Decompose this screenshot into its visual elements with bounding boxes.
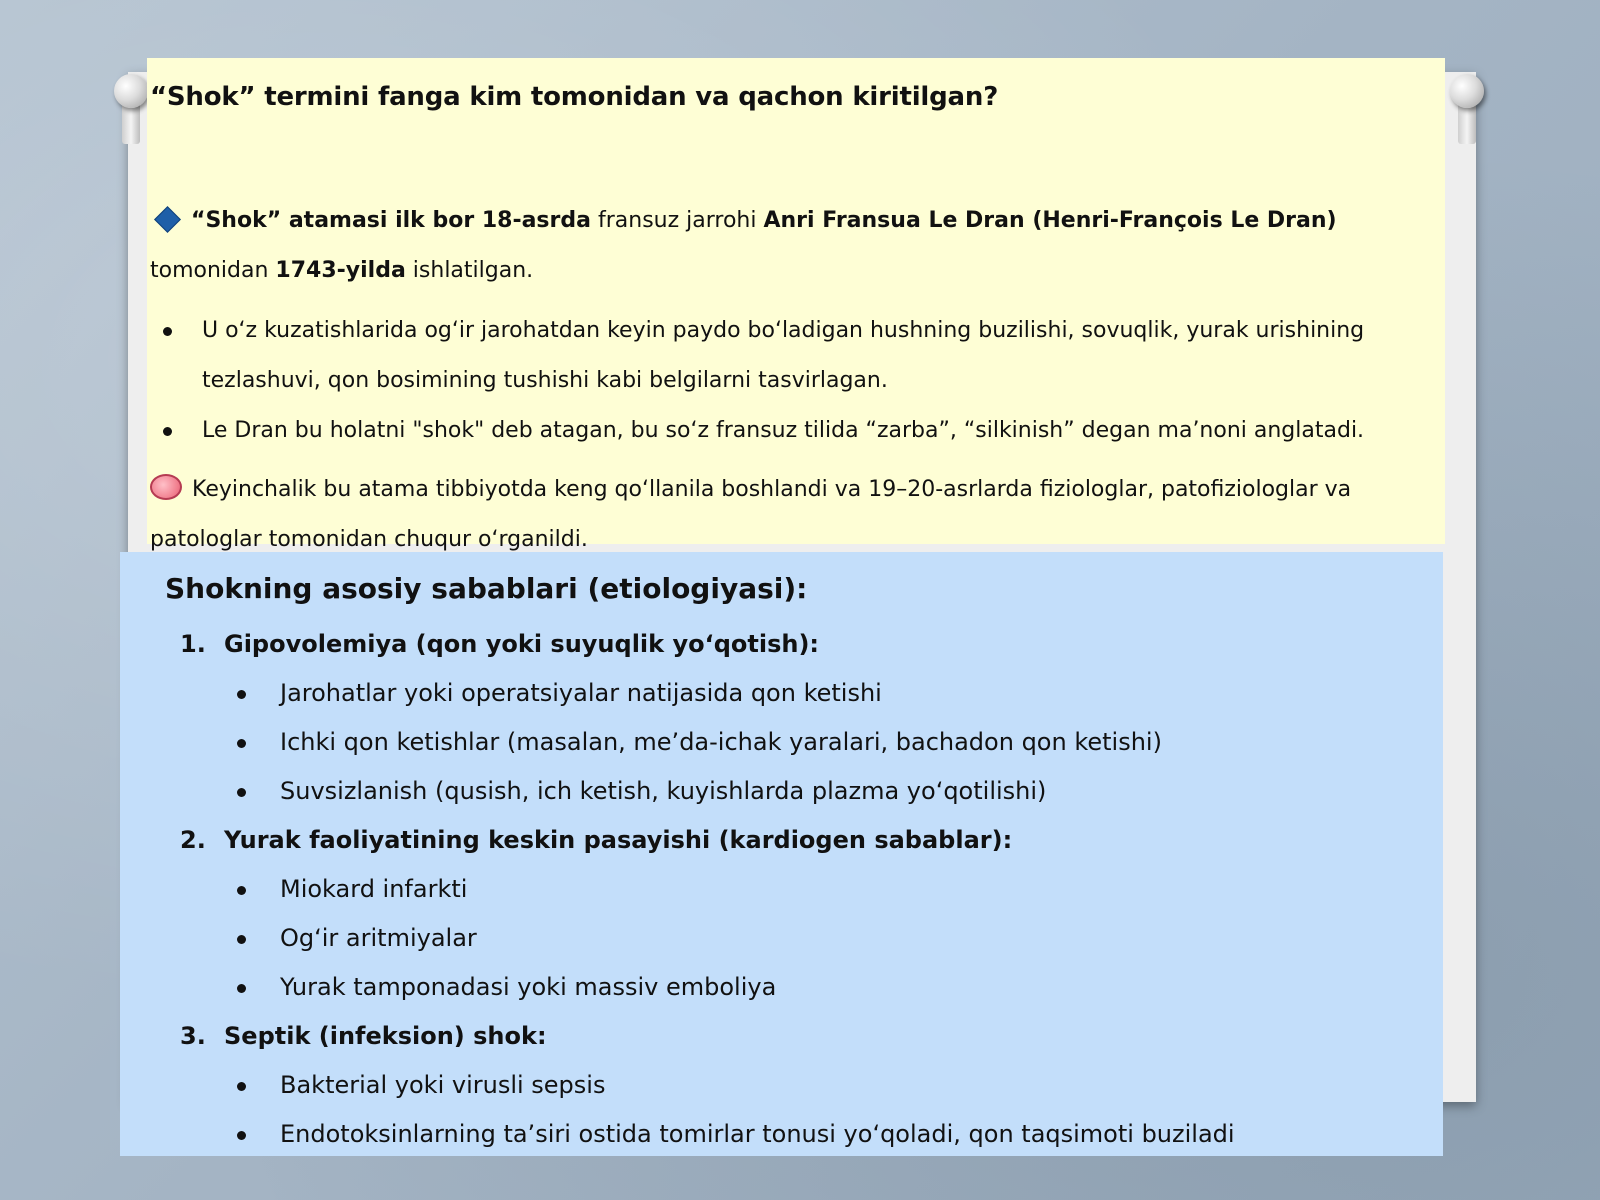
list-item (180, 669, 1420, 718)
list-item (147, 406, 1437, 456)
cause-detail: Jarohatlar yoki operatsiyalar natijasida qon ketishi (280, 679, 882, 707)
cause-title: Yurak faoliyatining keskin pasayishi (kardiogen sabablar): (224, 826, 1013, 854)
blue-diamond-icon (154, 206, 181, 233)
list-item (180, 865, 1420, 914)
brain-icon (150, 474, 182, 500)
list-item (180, 914, 1420, 963)
cause-detail: Ichki qon ketishlar (masalan, me’da-ichak yaralari, bachadon qon ketishi) (280, 728, 1162, 756)
cause-item (180, 1012, 1420, 1159)
cause-title: Septik (infeksion) shok: (224, 1022, 547, 1050)
question-title: “Shok” termini fanga kim tomonidan va qachon kiritilgan? (150, 82, 999, 112)
list-item (180, 767, 1420, 816)
history-bullets (147, 306, 1437, 456)
list-item (180, 1110, 1420, 1159)
intro-bold-name: Anri Fransua Le Dran (Henri-François Le Dran) (763, 208, 1337, 233)
cause-detail: Suvsizlanish (qusish, ich ketish, kuyishlarda plazma yo‘qotilishi) (280, 777, 1047, 805)
cause-number: 3. (180, 1022, 206, 1050)
cause-number: 2. (180, 826, 206, 854)
cause-title-row (180, 620, 1420, 669)
list-item (180, 718, 1420, 767)
bullet-dot-icon (237, 984, 246, 993)
intro-bold-1: “Shok” atamasi ilk bor 18-asrda (191, 208, 591, 233)
intro-text-4: tomonidan (150, 258, 276, 283)
bullet-text: Le Dran bu holatni "shok" deb atagan, bu so‘z fransuz tilida “zarba”, “silkinish” degan ma’noni anglatadi. (202, 418, 1365, 443)
cause-title-row (180, 1012, 1420, 1061)
outro-text: Keyinchalik bu atama tibbiyotda keng qo‘llanila boshlandi va 19–20-asrlarda fiziologlar, patofiziologlar va patologlar tomonidan chuqur o‘rganildi. (150, 477, 1352, 552)
intro-paragraph (150, 196, 1435, 296)
cause-detail: Og‘ir aritmiyalar (280, 924, 477, 952)
pushpin-icon (1450, 74, 1484, 108)
cause-number: 1. (180, 630, 206, 658)
outro-paragraph (150, 465, 1435, 565)
causes-list (180, 620, 1420, 1159)
cause-detail: Miokard infarkti (280, 875, 468, 903)
bullet-dot-icon (237, 935, 246, 944)
cause-item (180, 620, 1420, 816)
list-item (180, 963, 1420, 1012)
bullet-dot-icon (237, 739, 246, 748)
cause-detail: Yurak tamponadasi yoki massiv emboliya (280, 973, 777, 1001)
bullet-dot-icon (237, 1082, 246, 1091)
intro-bold-year: 1743-yilda (275, 258, 406, 283)
intro-text-2: fransuz jarrohi (590, 208, 764, 233)
list-item (147, 306, 1437, 406)
bullet-dot-icon (237, 690, 246, 699)
pushpin-icon (114, 74, 148, 108)
cause-item (180, 816, 1420, 1012)
cause-detail: Endotoksinlarning ta’siri ostida tomirlar tonusi yo‘qoladi, qon taqsimoti buziladi (280, 1120, 1235, 1148)
cause-title-row (180, 816, 1420, 865)
cause-title: Gipovolemiya (qon yoki suyuqlik yo‘qotish): (224, 630, 820, 658)
bullet-dot-icon (237, 886, 246, 895)
intro-text-6: ishlatilgan. (405, 258, 534, 283)
cause-detail: Bakterial yoki virusli sepsis (280, 1071, 606, 1099)
history-panel (147, 58, 1445, 552)
causes-heading: Shokning asosiy sabablari (etiologiyasi): (165, 572, 808, 605)
bullet-text: U o‘z kuzatishlarida og‘ir jarohatdan keyin paydo bo‘ladigan hushning buzilishi, sovuqlik, yurak urishining tezlashuvi, qon bosimining tushishi kabi belgilarni tasvirlagan. (202, 318, 1365, 393)
bullet-dot-icon (163, 327, 172, 336)
bullet-dot-icon (237, 788, 246, 797)
causes-panel (120, 552, 1443, 1156)
list-item (180, 1061, 1420, 1110)
bullet-dot-icon (237, 1131, 246, 1140)
bullet-dot-icon (163, 427, 172, 436)
